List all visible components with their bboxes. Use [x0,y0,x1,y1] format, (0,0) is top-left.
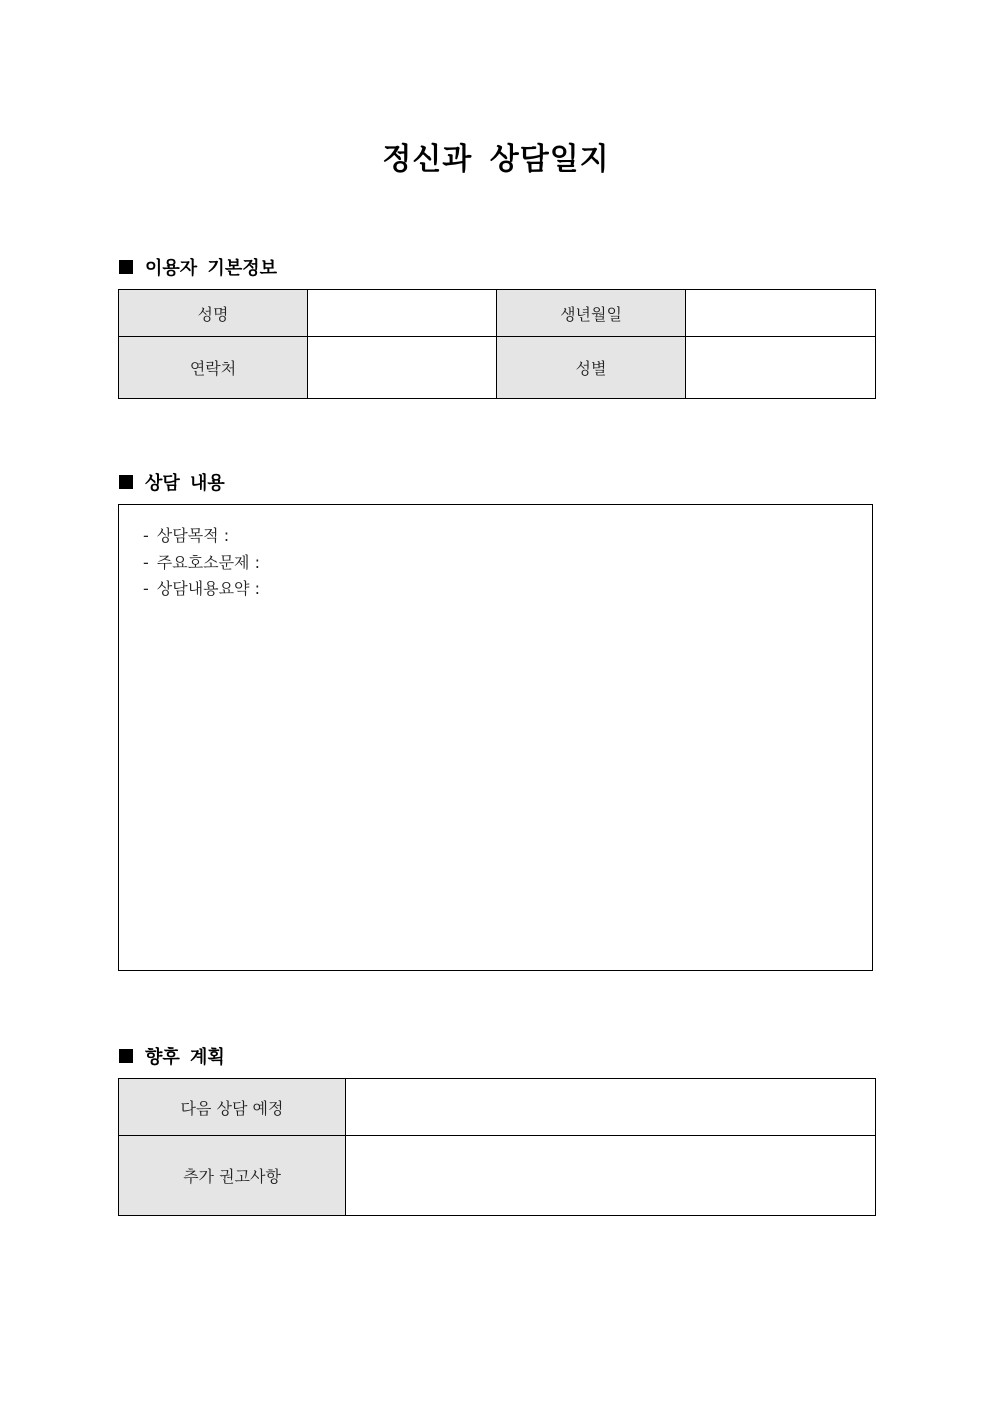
birthdate-field[interactable] [686,290,876,337]
section-heading-label: 향후 계획 [145,1047,225,1068]
list-item: - 주요호소문제 : [143,552,260,572]
section-heading-plan [119,1043,225,1069]
next-session-label: 다음 상담 예정 [119,1079,346,1136]
section-heading-label: 이용자 기본정보 [145,258,277,279]
name-label: 성명 [119,290,308,337]
section-heading-label: 상담 내용 [145,473,225,494]
table-row [119,337,876,399]
counseling-purpose-label: 상담목적 : [156,526,230,545]
next-session-field[interactable] [346,1079,876,1136]
square-bullet-icon [119,475,133,489]
counseling-content-box[interactable] [118,504,873,971]
gender-field[interactable] [686,337,876,399]
recommendations-field[interactable] [346,1136,876,1216]
square-bullet-icon [119,1049,133,1063]
counseling-items [119,505,872,603]
section-heading-basic-info [119,254,277,280]
table-row [119,1079,876,1136]
table-row [119,1136,876,1216]
plan-table [118,1078,876,1216]
name-field[interactable] [308,290,497,337]
birthdate-label: 생년월일 [497,290,686,337]
gender-label: 성별 [497,337,686,399]
square-bullet-icon [119,260,133,274]
page-title: 정신과 상담일지 [382,142,610,177]
main-complaint-label: 주요호소문제 : [156,552,260,572]
recommendations-label: 추가 권고사항 [119,1136,346,1216]
section-heading-counseling [119,469,225,495]
contact-label: 연락처 [119,337,308,399]
list-item: - 상담목적 : [143,526,230,545]
table-row [119,290,876,337]
summary-label: 상담내용요약 : [156,579,260,598]
list-item: - 상담내용요약 : [143,579,260,598]
basic-info-table [118,289,876,399]
contact-field[interactable] [308,337,497,399]
